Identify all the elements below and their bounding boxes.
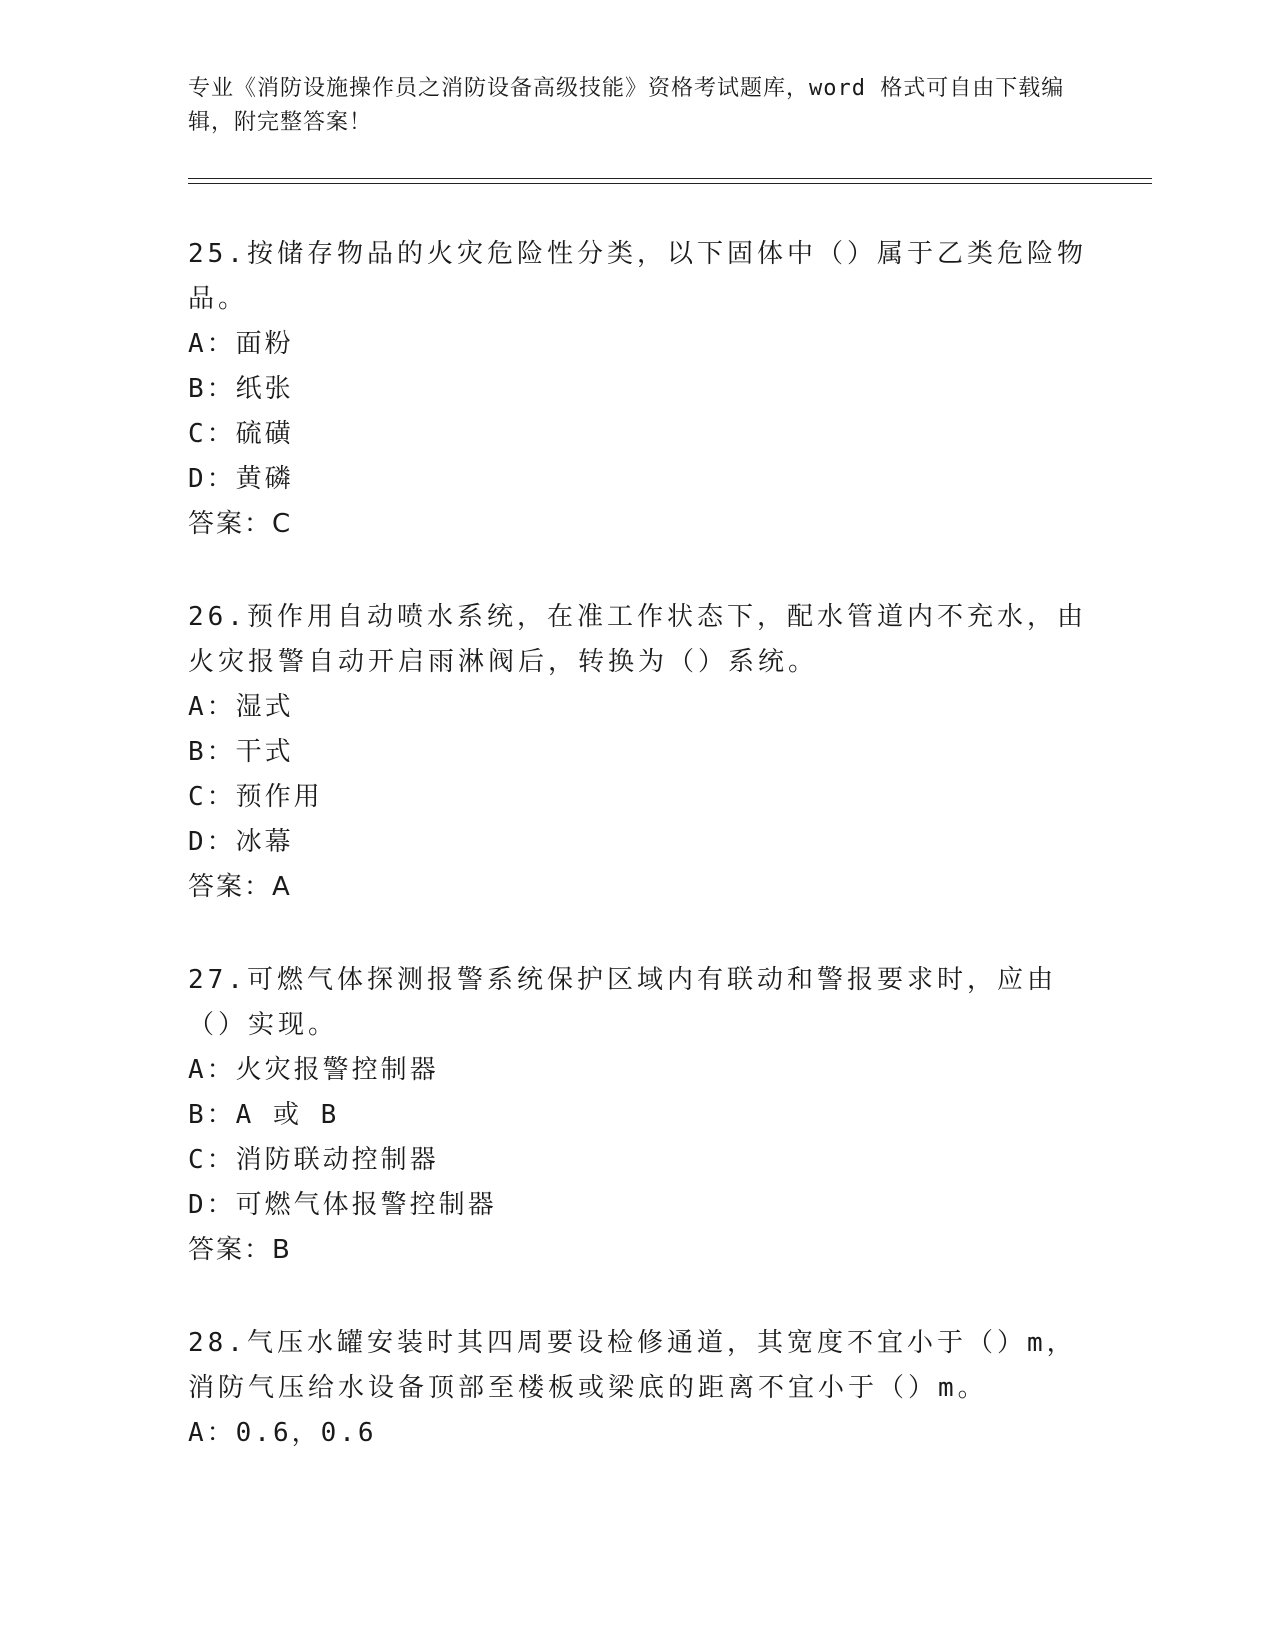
question-27 — [188, 958, 1088, 1273]
option-d: D：可燃气体报警控制器 — [188, 1190, 497, 1220]
question-stem: 25.按储存物品的火灾危险性分类，以下固体中（）属于乙类危险物品。 — [188, 239, 1087, 314]
question-28 — [188, 1321, 1088, 1456]
answer-label: 答案：A — [188, 872, 292, 902]
option-d: D：冰幕 — [188, 827, 294, 857]
option-d: D：黄磷 — [188, 464, 294, 494]
option-c: C：消防联动控制器 — [188, 1145, 439, 1175]
question-list — [188, 232, 1088, 1504]
option-a: A：面粉 — [188, 329, 294, 359]
option-b: B：干式 — [188, 737, 294, 767]
question-26 — [188, 595, 1088, 910]
question-stem: 26.预作用自动喷水系统，在准工作状态下，配水管道内不充水，由火灾报警自动开启雨淋阀后，转换为（）系统。 — [188, 602, 1087, 677]
option-a: A：0.6，0.6 — [188, 1418, 377, 1448]
option-a: A：火灾报警控制器 — [188, 1055, 439, 1085]
header-rule-bottom — [188, 183, 1152, 184]
document-header: 专业《消防设施操作员之消防设备高级技能》资格考试题库，word 格式可自由下载编辑，附完整答案！ — [188, 76, 1065, 135]
question-stem: 28.气压水罐安装时其四周要设检修通道，其宽度不宜小于（）m，消防气压给水设备顶部至楼板或梁底的距离不宜小于（）m。 — [188, 1328, 1077, 1403]
question-stem: 27.可燃气体探测报警系统保护区域内有联动和警报要求时，应由（）实现。 — [188, 965, 1057, 1040]
question-25 — [188, 232, 1088, 547]
answer-label: 答案：B — [188, 1235, 292, 1265]
option-c: C：硫磺 — [188, 419, 294, 449]
option-a: A：湿式 — [188, 692, 294, 722]
header-rule-top — [188, 178, 1152, 179]
answer-label: 答案：C — [188, 509, 293, 539]
option-b: B：A 或 B — [188, 1100, 340, 1130]
option-b: B：纸张 — [188, 374, 294, 404]
option-c: C：预作用 — [188, 782, 323, 812]
